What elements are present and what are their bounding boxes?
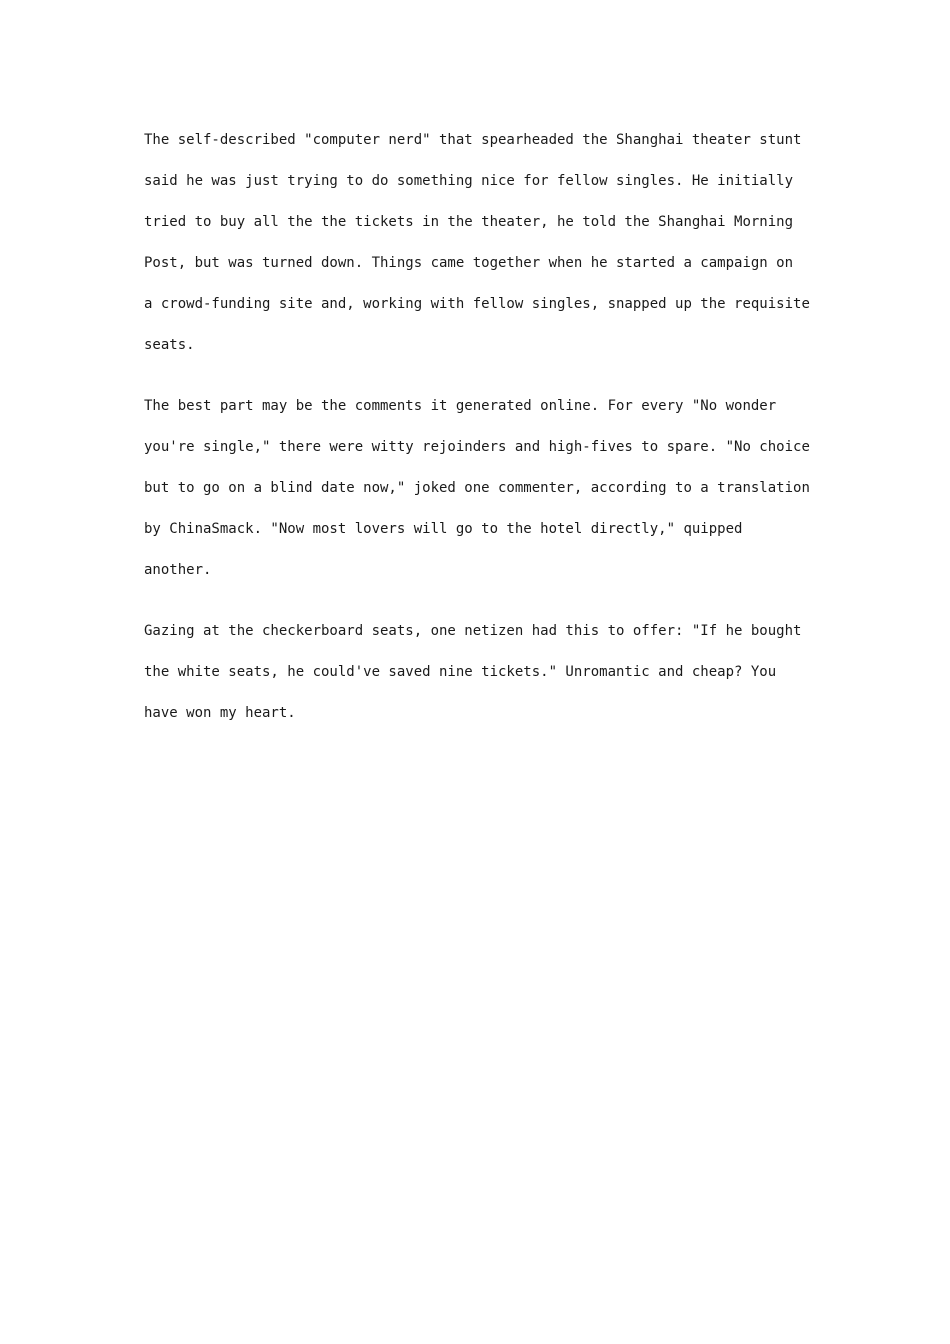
- paragraph-line: seats.: [144, 337, 195, 353]
- paragraph-line: Gazing at the checkerboard seats, one netizen had this to offer: "If he bought: [144, 623, 802, 639]
- paragraph-line: said he was just trying to do something nice for fellow singles. He initially: [144, 173, 794, 189]
- paragraph-line: tried to buy all the the tickets in the theater, he told the Shanghai Morning: [144, 214, 794, 230]
- paragraph-line: by ChinaSmack. "Now most lovers will go to the hotel directly," quipped: [144, 521, 743, 537]
- document-body: [144, 120, 824, 754]
- paragraph-line: the white seats, he could've saved nine tickets." Unromantic and cheap? You: [144, 664, 777, 680]
- paragraph-line: Post, but was turned down. Things came together when he started a campaign on: [144, 255, 794, 271]
- paragraph-2: [144, 386, 824, 591]
- paragraph-line: The self-described "computer nerd" that spearheaded the Shanghai theater stunt: [144, 132, 802, 148]
- paragraph-line: you're single," there were witty rejoinders and high-fives to spare. "No choice: [144, 439, 810, 455]
- paragraph-line: another.: [144, 562, 212, 578]
- paragraph-line: but to go on a blind date now," joked one commenter, according to a translation: [144, 480, 810, 496]
- paragraph-3: [144, 611, 824, 734]
- paragraph-1: [144, 120, 824, 366]
- paragraph-line: have won my heart.: [144, 705, 296, 721]
- paragraph-line: The best part may be the comments it generated online. For every "No wonder: [144, 398, 777, 414]
- paragraph-line: a crowd-funding site and, working with fellow singles, snapped up the requisite: [144, 296, 810, 312]
